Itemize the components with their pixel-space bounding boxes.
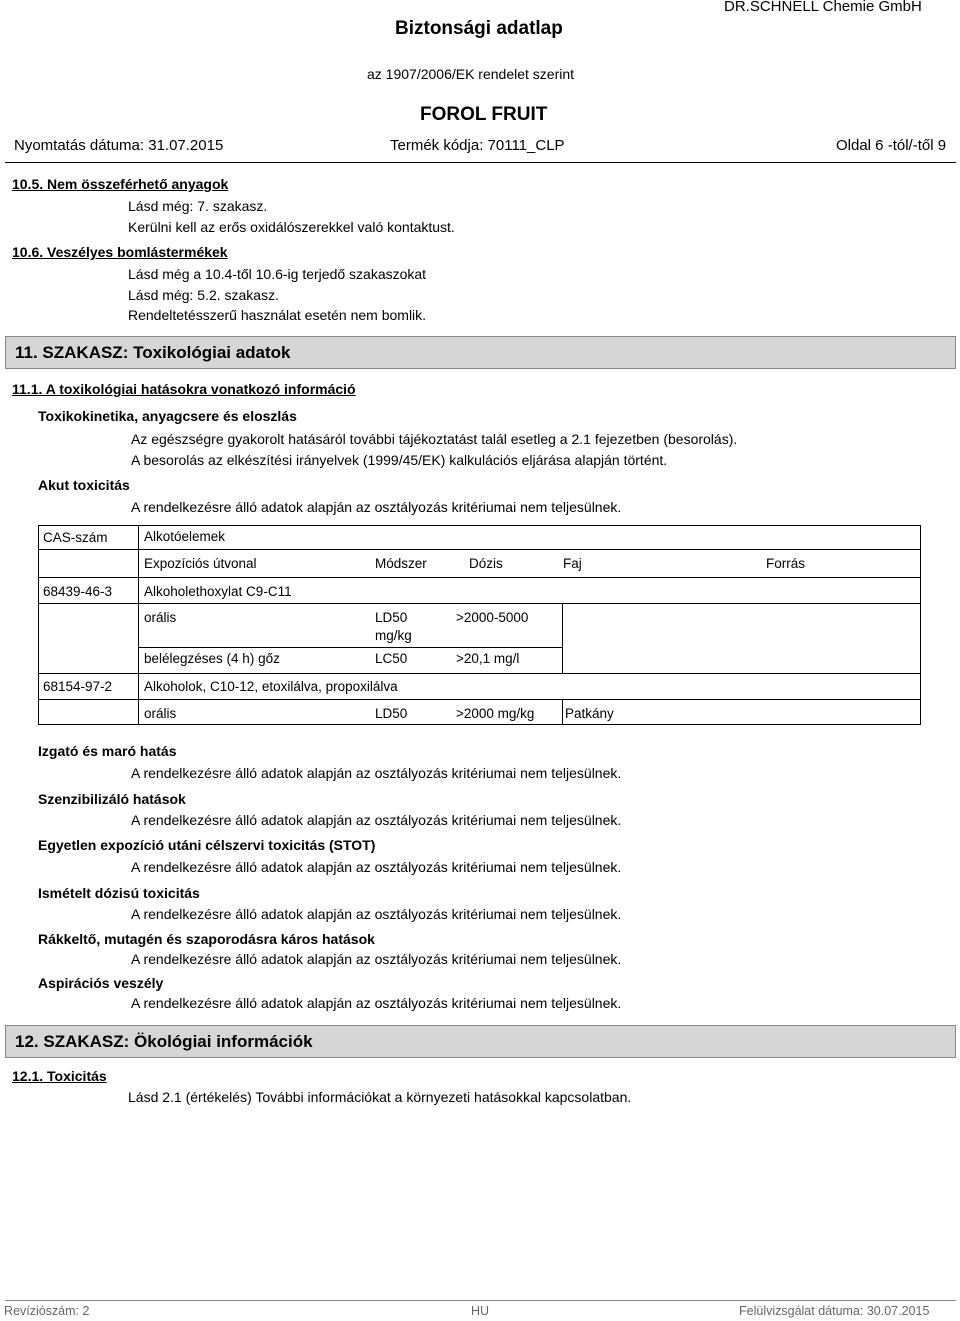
hazard-text: A rendelkezésre álló adatok alapján az osztályozás kritériumai nem teljesülnek. [131,812,622,828]
table-cell-method: LC50 [375,651,408,666]
company-name: DR.SCHNELL Chemie GmbH [724,0,922,15]
col-header-species: Faj [563,556,582,571]
table-row-cas: 68439-46-3 [43,584,113,599]
akut-text: A rendelkezésre álló adatok alapján az osztályozás kritériumai nem teljesülnek. [131,499,622,515]
table-cell-species: Patkány [565,706,614,721]
table-cell-method: LD50 [375,610,408,625]
table-row-name: Alkoholethoxylat C9-C11 [144,584,292,599]
table-cell-route: belélegzéses (4 h) gőz [144,651,280,666]
section-12-bar [5,1025,956,1058]
table-cell-dose: >2000 mg/kg [456,706,535,721]
hazard-heading: Izgató és maró hatás [38,743,177,759]
s10-5-line: Kerülni kell az erős oxidálószerekkel való kontaktust. [128,219,455,235]
col-header-route: Expozíciós útvonal [144,556,257,571]
col-header-method: Módszer [375,556,427,571]
product-name: FOROL FRUIT [420,104,548,125]
regulation-text: az 1907/2006/EK rendelet szerint [367,66,575,82]
hazard-heading: Szenzibilizáló hatások [38,791,186,807]
hazard-heading: Egyetlen expozíció utáni célszervi toxicitás (STOT) [38,837,376,853]
s10-6-heading: 10.6. Veszélyes bomlástermékek [12,244,228,260]
table-row-line [38,549,921,550]
col-header-source: Forrás [766,556,806,571]
table-border [38,525,921,725]
toxikokinetika-heading: Toxikokinetika, anyagcsere és eloszlás [38,408,297,424]
hazard-text: A rendelkezésre álló adatok alapján az osztályozás kritériumai nem teljesülnek. [131,995,622,1011]
footer-revision: Revíziószám: 2 [4,1304,90,1318]
table-col-divider [562,603,563,673]
s10-6-line: Rendeltetésszerű használat esetén nem bomlik. [128,307,427,323]
hazard-text: A rendelkezésre álló adatok alapján az osztályozás kritériumai nem teljesülnek. [131,765,622,781]
akut-heading: Akut toxicitás [38,477,130,493]
s10-5-heading: 10.5. Nem összeférhető anyagok [12,176,229,192]
section-11-bar [5,336,956,369]
hazard-heading: Ismételt dózisú toxicitás [38,885,200,901]
table-cell-dose: >2000-5000 [456,610,529,625]
document-title: Biztonsági adatlap [395,18,563,39]
s12-1-text: Lásd 2.1 (értékelés) További információkat a környezeti hatásokkal kapcsolatban. [128,1089,632,1105]
table-row-name: Alkoholok, C10-12, etoxilálva, propoxilálva [144,679,398,694]
hazard-text: A rendelkezésre álló adatok alapján az osztályozás kritériumai nem teljesülnek. [131,859,622,875]
hazard-heading: Rákkeltő, mutagén és szaporodásra káros hatások [38,931,375,947]
section-11-title: 11. SZAKASZ: Toxikológiai adatok [15,343,291,362]
footer-review-date: Felülvizsgálat dátuma: 30.07.2015 [739,1304,930,1318]
footer-divider [5,1300,956,1301]
table-row-line [38,699,921,700]
s10-6-line: Lásd még: 5.2. szakasz. [128,287,279,303]
table-cell-method: LD50 [375,706,408,721]
toxikokinetika-line: Az egészségre gyakorolt hatásáról további tájékoztatást talál esetleg a 2.1 fejezetben (besorolás). [131,431,738,447]
print-date: Nyomtatás dátuma: 31.07.2015 [14,137,224,154]
table-cell-route: orális [144,706,177,721]
table-col-divider [562,699,563,725]
footer-lang: HU [471,1304,490,1318]
table-cell-route: orális [144,610,177,625]
s10-5-line: Lásd még: 7. szakasz. [128,198,268,214]
product-code: Termék kódja: 70111_CLP [390,137,565,154]
toxikokinetika-line: A besorolás az elkészítési irányelvek (1999/45/EK) kalkulációs eljárása alapján történt. [131,452,668,468]
table-cell-unit: mg/kg [375,628,412,643]
s12-1-heading: 12.1. Toxicitás [12,1068,107,1084]
table-row-line [38,577,921,578]
table-cell-dose: >20,1 mg/l [456,651,520,666]
table-row-cas: 68154-97-2 [43,679,113,694]
table-row-line [38,673,921,674]
col-header-dose: Dózis [469,556,503,571]
col-header-component: Alkotóelemek [144,529,226,544]
section-12-title: 12. SZAKASZ: Ökológiai információk [15,1032,313,1051]
s10-6-line: Lásd még a 10.4-től 10.6-ig terjedő szakaszokat [128,266,427,282]
table-row-line [38,603,921,604]
table-row-line [138,647,562,648]
header-divider [5,162,956,163]
col-header-cas: CAS-szám [43,530,108,545]
hazard-text: A rendelkezésre álló adatok alapján az osztályozás kritériumai nem teljesülnek. [131,906,622,922]
page-number: Oldal 6 -tól/-től 9 [836,137,947,154]
s11-1-heading: 11.1. A toxikológiai hatásokra vonatkozó információ [12,381,356,397]
hazard-text: A rendelkezésre álló adatok alapján az osztályozás kritériumai nem teljesülnek. [131,951,622,967]
table-col-divider [138,525,139,725]
hazard-heading: Aspirációs veszély [38,975,164,991]
